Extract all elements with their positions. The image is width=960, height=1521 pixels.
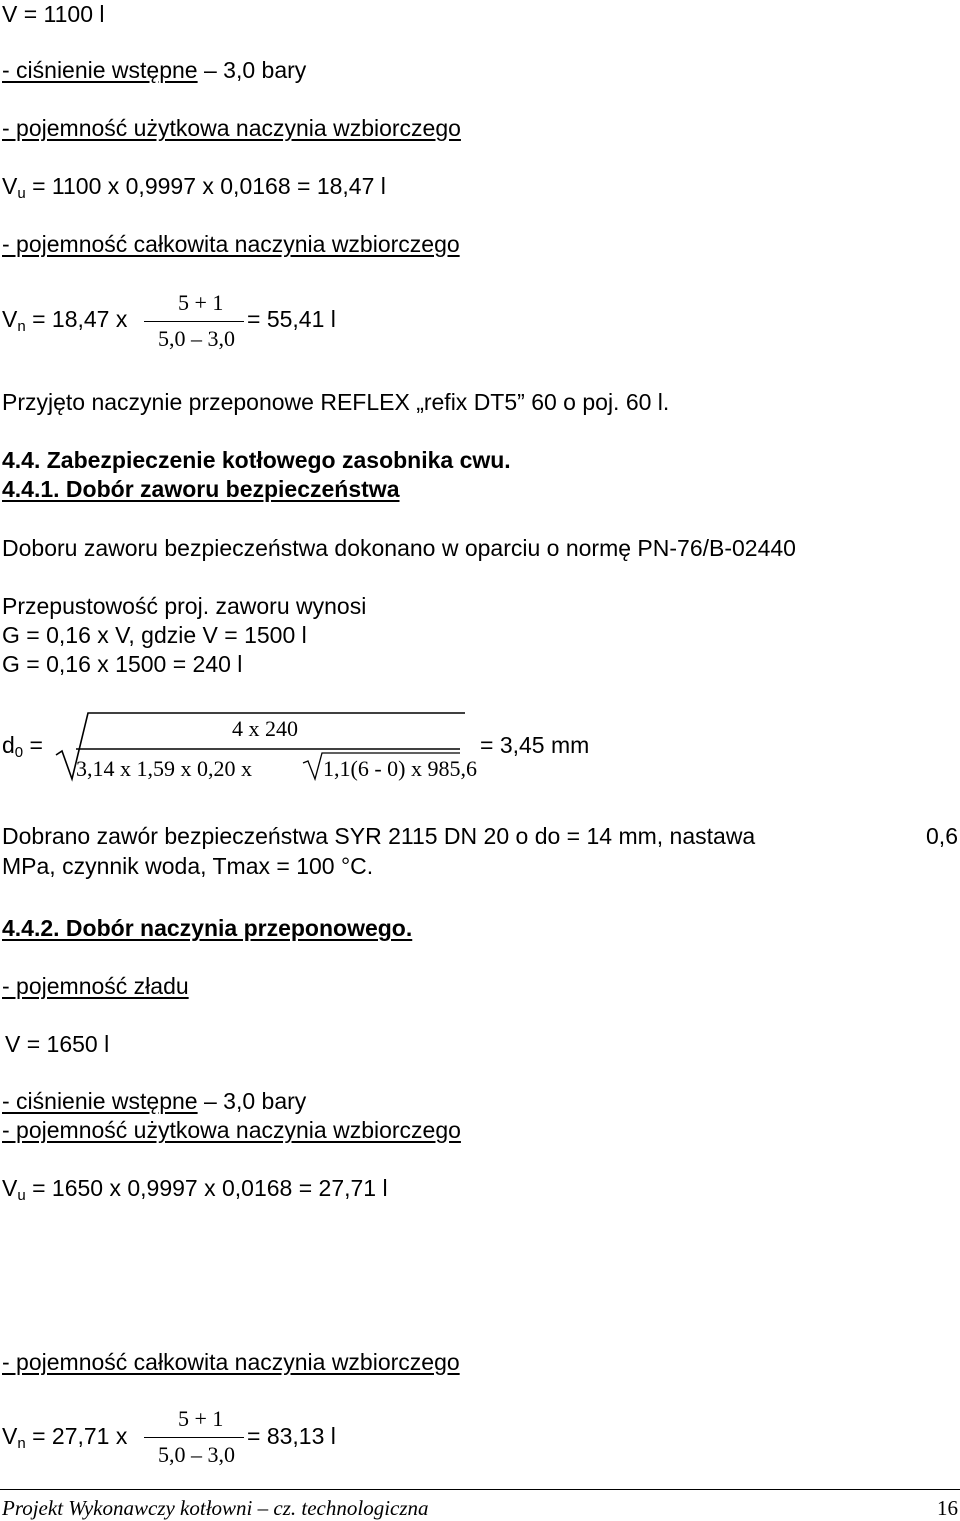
volume-line: V = 1100 l [2, 1, 105, 27]
valve-selection-line-1: Dobrano zawór bezpieczeństwa SYR 2115 DN 20 o do = 14 mm, nastawa [2, 823, 756, 849]
vn-formula-lead [2, 305, 127, 333]
fraction-numerator: 5 + 1 [178, 290, 224, 315]
g-definition-line: G = 0,16 x V, gdzie V = 1500 l [2, 622, 307, 648]
fraction-denominator-2: 5,0 – 3,0 [158, 1442, 235, 1467]
vu-formula-2 [2, 1174, 388, 1202]
vn-result: = 55,41 l [247, 306, 336, 332]
useful-capacity-heading: - pojemność użytkowa naczynia wzbiorczego [2, 115, 461, 141]
flow-capacity-line: Przepustowość proj. zaworu wynosi [2, 593, 367, 619]
system-capacity-heading: - pojemność zładu [2, 973, 189, 999]
vu-expression: = 1100 x 0,9997 x 0,0168 = 18,47 l [25, 173, 386, 199]
useful-capacity-heading-2: - pojemność użytkowa naczynia wzbiorczego [2, 1117, 461, 1143]
vn-symbol: V [2, 306, 18, 332]
vu-formula [2, 172, 386, 200]
valve-selection-line-2: MPa, czynnik woda, Tmax = 100 °C. [2, 853, 374, 879]
fraction-bar [144, 321, 244, 322]
vn-result-2: = 83,13 l [247, 1423, 336, 1449]
page-number: 16 [937, 1496, 958, 1520]
pre-pressure-value: – 3,0 bary [197, 57, 307, 83]
fraction-denominator: 5,0 – 3,0 [158, 326, 235, 351]
d0-symbol: d [2, 732, 15, 758]
vn-subscript-2: n [17, 1435, 26, 1452]
fraction-bar-2 [144, 1437, 244, 1438]
section-heading-4-4-1: 4.4.1. Dobór zaworu bezpieczeństwa [2, 476, 400, 502]
vn-multiplier-2: = 27,71 x [25, 1423, 128, 1449]
d0-numerator: 4 x 240 [232, 716, 298, 741]
pre-pressure-line-2 [2, 1087, 306, 1115]
d0-denominator-part: 3,14 x 1,59 x 0,20 x [76, 756, 252, 781]
vu-expression-2: = 1650 x 0,9997 x 0,0168 = 27,71 l [25, 1175, 388, 1201]
vn-symbol-2: V [2, 1423, 18, 1449]
section-heading-4-4: 4.4. Zabezpieczenie kotłowego zasobnika cwu. [2, 447, 511, 473]
valve-setting-value: 0,6 [926, 823, 958, 849]
norm-line: Doboru zaworu bezpieczeństwa dokonano w oparciu o normę PN-76/B-02440 [2, 535, 796, 561]
adopted-vessel-line: Przyjęto naczynie przeponowe REFLEX „refix DT5” 60 o poj. 60 l. [2, 389, 670, 415]
fraction-numerator-2: 5 + 1 [178, 1406, 224, 1431]
d0-inner-root-term: 1,1(6 - 0) x 985,6 [323, 756, 477, 781]
d0-result: = 3,45 mm [480, 732, 590, 758]
volume-line-2: V = 1650 l [5, 1031, 110, 1057]
pre-pressure-line [2, 56, 306, 84]
vu-symbol: V [2, 173, 18, 199]
footer-title: Projekt Wykonawczy kotłowni – cz. technologiczna [2, 1496, 429, 1520]
total-capacity-heading-2: - pojemność całkowita naczynia wzbiorczego [2, 1349, 460, 1375]
vn-multiplier: = 18,47 x [25, 306, 128, 332]
pre-pressure-label-2: - ciśnienie wstępne [2, 1088, 198, 1114]
total-capacity-heading: - pojemność całkowita naczynia wzbiorczego [2, 231, 460, 257]
d0-subscript: 0 [14, 744, 24, 761]
pre-pressure-label: - ciśnienie wstępne [2, 57, 198, 83]
section-heading-4-4-2: 4.4.2. Dobór naczynia przeponowego. [2, 915, 413, 941]
vu-subscript: u [17, 185, 26, 202]
g-value-line: G = 0,16 x 1500 = 240 l [2, 651, 243, 677]
d0-formula-lead [2, 731, 43, 759]
pre-pressure-value-2: – 3,0 bary [197, 1088, 307, 1114]
vn-subscript: n [17, 318, 26, 335]
vn-formula-lead-2 [2, 1422, 127, 1450]
footer-rule [0, 1489, 960, 1490]
d0-equals: = [23, 732, 43, 758]
vu-subscript-2: u [17, 1187, 26, 1204]
vu-symbol-2: V [2, 1175, 18, 1201]
